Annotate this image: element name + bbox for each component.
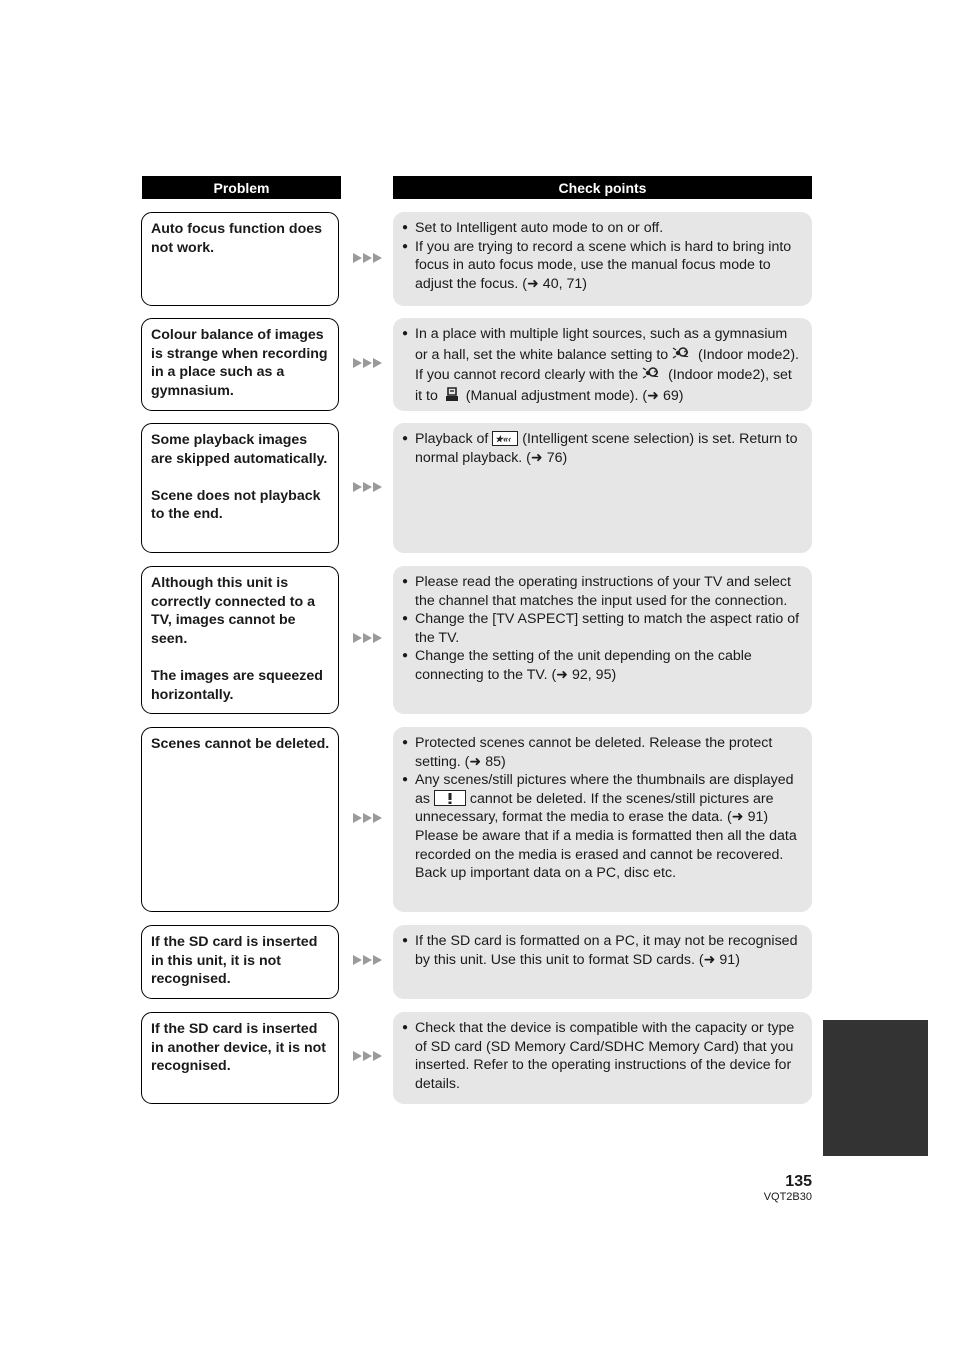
check-points-box (393, 212, 812, 306)
check-points-box (393, 423, 812, 553)
arrow-icon (352, 813, 384, 823)
arrow-icon (352, 482, 384, 492)
section-side-tab (823, 1020, 928, 1156)
bullet-icon: ● (402, 613, 409, 625)
problem-text: Scene does not playback to the end. (151, 487, 321, 523)
check-points-box (393, 727, 812, 912)
check-points-box (393, 566, 812, 714)
problem-box (141, 1012, 339, 1104)
check-item: ● Change the setting of the unit depending on the cable connecting to the TV. (➜ 92, 95) (402, 648, 752, 683)
problem-text: If the SD card is inserted in another device, it is not recognised. (151, 1021, 327, 1075)
check-item: ● In a place with multiple light sources, such as a gymnasium or a hall, set the white balance setting to 2 (Indoor mode2). If you cannot record clearly with the 2 (Indoor mode2), set it to (Manual adjustment mode). (➜ 69) (402, 326, 799, 404)
check-item: ● If the SD card is formatted on a PC, it may not be recognised by this unit. Use this unit to format SD cards. (➜ 91) (402, 933, 798, 968)
problem-box (141, 212, 339, 306)
check-item: ● Protected scenes cannot be deleted. Release the protect setting. (➜ 85) (402, 735, 773, 770)
problem-box (141, 727, 339, 912)
arrow-icon (352, 358, 384, 368)
check-points-column-header: Check points (393, 176, 812, 199)
problem-text: If the SD card is inserted in this unit, it is not recognised. (151, 934, 318, 988)
problem-text: Auto focus function does not work. (151, 221, 323, 256)
bullet-icon: ● (402, 433, 409, 444)
bullet-icon: ● (402, 737, 409, 748)
bullet-icon: ● (402, 935, 409, 946)
problem-box (141, 318, 339, 411)
problem-text: Some playback images are skipped automatically. (151, 432, 328, 467)
check-item: ● If you are trying to record a scene which is hard to bring into focus in auto focus mode, use the manual focus mode to adjust the focus. (➜ 40, 71) (402, 238, 792, 292)
bullet-icon: ● (402, 222, 409, 233)
arrow-icon (352, 253, 384, 263)
problem-box (141, 423, 339, 553)
check-item: ● Please read the operating instructions of your TV and select the channel that matches the input used for the connection. (402, 574, 791, 609)
bullet-icon: ● (402, 1022, 409, 1033)
problem-text: Scenes cannot be deleted. (151, 736, 330, 752)
check-item: ● Set to Intelligent auto mode to on or off. (402, 220, 664, 236)
check-item: ● Playback of ★«‹ (Intelligent scene selection) is set. Return to normal playback. (➜ 76) (402, 431, 798, 466)
manual-white-balance-icon (442, 385, 462, 403)
problem-box (141, 566, 339, 714)
check-points-box (393, 1012, 812, 1104)
model-code: VQT2B30 (763, 1191, 812, 1203)
check-item: ● Change the [TV ASPECT] setting to match the aspect ratio of the TV. (402, 611, 800, 646)
problem-text: Colour balance of images is strange when recording in a place such as a gymnasium. (151, 327, 328, 399)
bullet-icon: ● (402, 650, 409, 662)
check-item: ● Any scenes/still pictures where the thumbnails are displayed as cannot be deleted. If the scenes/still pictures are unnecessary, format the media to erase the data. (➜ 91) Please be aware that if a media is formatted then all the data recorded on the media is erased and cannot be recovered. Back up important data on a PC, disc etc. (402, 772, 797, 882)
intelligent-scene-selection-icon (492, 431, 518, 446)
check-points-box (393, 318, 812, 411)
bullet-icon: ● (402, 576, 409, 587)
bullet-icon: ● (402, 774, 409, 786)
problem-column-header: Problem (142, 176, 341, 199)
problem-box (141, 925, 339, 999)
bullet-icon: ● (402, 328, 409, 339)
unreadable-thumbnail-icon (434, 790, 466, 806)
arrow-icon (352, 955, 384, 965)
page-number: 135 (785, 1173, 812, 1190)
svg-text:2: 2 (683, 348, 689, 359)
indoor-mode2-icon (672, 344, 694, 362)
arrow-icon (352, 1051, 384, 1061)
problem-text: The images are squeezed horizontally. (151, 667, 323, 703)
indoor-mode2-icon (642, 364, 664, 382)
check-item: ● Check that the device is compatible with the capacity or type of SD card (SD Memory Card/SDHC Memory Card) that you inserted. Refer to the operating instructions of the device for details. (402, 1020, 795, 1092)
arrow-icon (352, 633, 384, 643)
problem-text: Although this unit is correctly connected to a TV, images cannot be seen. (151, 575, 315, 647)
svg-text:★«‹: ★«‹ (495, 434, 512, 444)
bullet-icon: ● (402, 240, 409, 252)
check-points-box (393, 925, 812, 999)
svg-text:2: 2 (653, 369, 659, 380)
